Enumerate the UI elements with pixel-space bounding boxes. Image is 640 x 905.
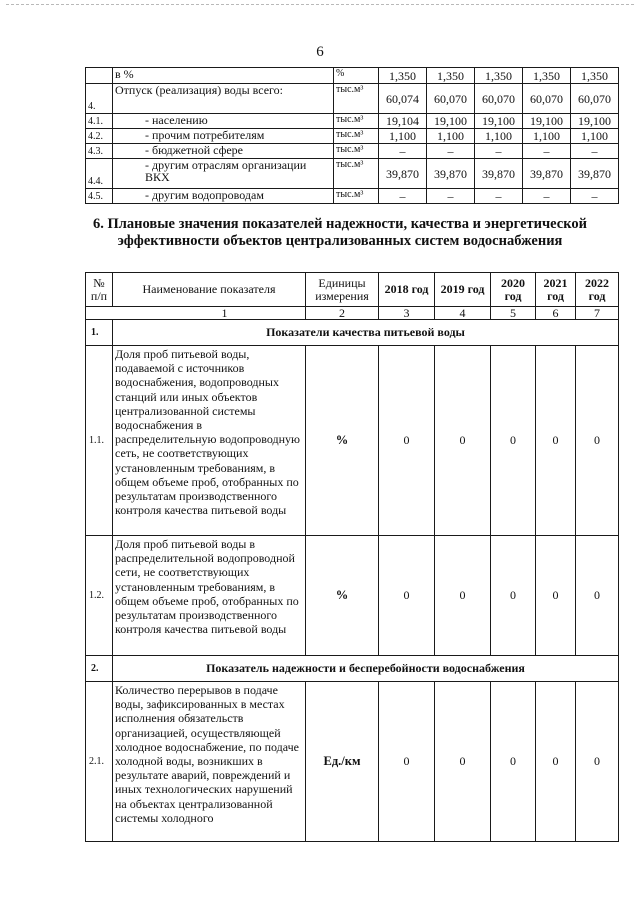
row-value: 1,100 — [571, 129, 619, 144]
table-row — [86, 682, 619, 842]
header-name: Наименование показателя — [113, 273, 306, 307]
table-row — [86, 159, 619, 189]
row-value: 39,870 — [571, 159, 619, 189]
row-unit: тыс.м³ — [334, 189, 379, 204]
table-row — [86, 68, 619, 84]
indicator-value: 0 — [491, 346, 536, 536]
row-value: – — [523, 189, 571, 204]
row-value: 39,870 — [523, 159, 571, 189]
row-label: - бюджетной сфере — [113, 144, 334, 159]
indicator-name: Количество перерывов в подаче воды, зафиксированных в местах исполнения обязательств организацией, осуществляющей холодное водоснабжение, по подаче холодной воды, возникших в результате аварий, повреждений и иных технологических нарушений на объектах централизованной системы холодного — [113, 682, 306, 842]
table-row — [86, 84, 619, 114]
indicator-value: 0 — [491, 536, 536, 656]
indicator-value: 0 — [435, 682, 491, 842]
indicator-value: 0 — [536, 346, 576, 536]
row-value: 19,100 — [475, 114, 523, 129]
row-number: 4.5. — [86, 189, 113, 204]
table-row — [86, 189, 619, 204]
column-numbers-row — [86, 307, 619, 320]
row-value: – — [475, 144, 523, 159]
row-unit: тыс.м³ — [334, 84, 379, 114]
row-value: – — [427, 144, 475, 159]
scan-edge-line — [6, 4, 634, 5]
indicator-value: 0 — [379, 536, 435, 656]
row-value: – — [379, 189, 427, 204]
indicator-value: 0 — [491, 682, 536, 842]
row-unit: % — [334, 68, 379, 84]
header-num: № п/п — [86, 273, 113, 307]
row-unit: тыс.м³ — [334, 114, 379, 129]
row-label: - другим отраслям организации ВКХ — [113, 159, 334, 189]
header-year-2022: 2022 год — [576, 273, 619, 307]
row-value: 19,100 — [427, 114, 475, 129]
row-number: 1.1. — [86, 346, 113, 536]
column-number: 1 — [86, 307, 306, 320]
indicator-value: 0 — [536, 536, 576, 656]
row-value: 60,074 — [379, 84, 427, 114]
row-unit: тыс.м³ — [334, 129, 379, 144]
row-unit: тыс.м³ — [334, 159, 379, 189]
row-value: – — [571, 189, 619, 204]
indicator-value: 0 — [536, 682, 576, 842]
row-value: 19,104 — [379, 114, 427, 129]
section-title: Показатель надежности и бесперебойности водоснабжения — [113, 656, 619, 682]
indicator-unit: Ед./км — [306, 682, 379, 842]
row-value: – — [379, 144, 427, 159]
indicators-table — [85, 272, 619, 842]
row-value: – — [475, 189, 523, 204]
row-label: в % — [113, 68, 334, 84]
row-number: 4.4. — [86, 159, 113, 189]
table-row — [86, 129, 619, 144]
row-label: Отпуск (реализация) воды всего: — [113, 84, 334, 114]
row-number: 4.1. — [86, 114, 113, 129]
header-year-2021: 2021 год — [536, 273, 576, 307]
row-value: 1,350 — [571, 68, 619, 84]
row-value: 60,070 — [571, 84, 619, 114]
column-number: 7 — [576, 307, 619, 320]
indicator-value: 0 — [379, 346, 435, 536]
header-unit: Единицы измерения — [306, 273, 379, 307]
column-number: 6 — [536, 307, 576, 320]
water-release-table — [85, 67, 619, 204]
table-row — [86, 114, 619, 129]
header-year-2019: 2019 год — [435, 273, 491, 307]
column-number: 2 — [306, 307, 379, 320]
header-year-2020: 2020 год — [491, 273, 536, 307]
indicator-unit: % — [306, 346, 379, 536]
indicator-value: 0 — [576, 346, 619, 536]
row-number: 4.3. — [86, 144, 113, 159]
row-label: - прочим потребителям — [113, 129, 334, 144]
column-number: 5 — [491, 307, 536, 320]
row-value: 1,100 — [523, 129, 571, 144]
section-row — [86, 320, 619, 346]
indicator-unit: % — [306, 536, 379, 656]
indicator-value: 0 — [435, 536, 491, 656]
column-number: 3 — [379, 307, 435, 320]
indicator-value: 0 — [576, 536, 619, 656]
table-row — [86, 536, 619, 656]
indicator-name: Доля проб питьевой воды в распределительной водопроводной сети, не соответствующих установленным требованиям, в общем объеме проб, отобранных по результатам производственного контроля качества питьевой воды — [113, 536, 306, 656]
row-value: 1,100 — [427, 129, 475, 144]
table-row — [86, 346, 619, 536]
row-value: – — [571, 144, 619, 159]
row-number: 4.2. — [86, 129, 113, 144]
indicator-name: Доля проб питьевой воды, подаваемой с источников водоснабжения, водопроводных станций или иных объектов централизованной системы водоснабжения в распределительную водопроводную сеть, не соответствующих установленным требованиям, в общем объеме проб, отобранных по результатам производственного контроля качества питьевой воды — [113, 346, 306, 536]
row-number: 2.1. — [86, 682, 113, 842]
section-6-title: 6. Плановые значения показателей надежности, качества и энергетической эффективности объектов централизованных систем водоснабжения — [93, 216, 587, 249]
row-label: - другим водопроводам — [113, 189, 334, 204]
row-value: 39,870 — [475, 159, 523, 189]
section-title: Показатели качества питьевой воды — [113, 320, 619, 346]
table-row — [86, 144, 619, 159]
indicator-value: 0 — [576, 682, 619, 842]
row-value: 1,100 — [475, 129, 523, 144]
row-value: 19,100 — [571, 114, 619, 129]
row-value: 60,070 — [475, 84, 523, 114]
indicator-value: 0 — [379, 682, 435, 842]
column-number: 4 — [435, 307, 491, 320]
section-number: 2. — [86, 656, 113, 682]
indicator-value: 0 — [435, 346, 491, 536]
row-value: 60,070 — [523, 84, 571, 114]
row-number: 1.2. — [86, 536, 113, 656]
row-value: – — [523, 144, 571, 159]
row-value: 39,870 — [427, 159, 475, 189]
section-number: 1. — [86, 320, 113, 346]
row-unit: тыс.м³ — [334, 144, 379, 159]
row-number: 4. — [86, 84, 113, 114]
row-value: 1,100 — [379, 129, 427, 144]
row-value: 60,070 — [427, 84, 475, 114]
section-row — [86, 656, 619, 682]
row-label: - населению — [113, 114, 334, 129]
row-value: 1,350 — [379, 68, 427, 84]
header-year-2018: 2018 год — [379, 273, 435, 307]
row-value: 1,350 — [427, 68, 475, 84]
row-value: – — [427, 189, 475, 204]
row-value: 1,350 — [523, 68, 571, 84]
row-number — [86, 68, 113, 84]
row-value: 39,870 — [379, 159, 427, 189]
row-value: 19,100 — [523, 114, 571, 129]
page-number: 6 — [316, 44, 324, 60]
row-value: 1,350 — [475, 68, 523, 84]
